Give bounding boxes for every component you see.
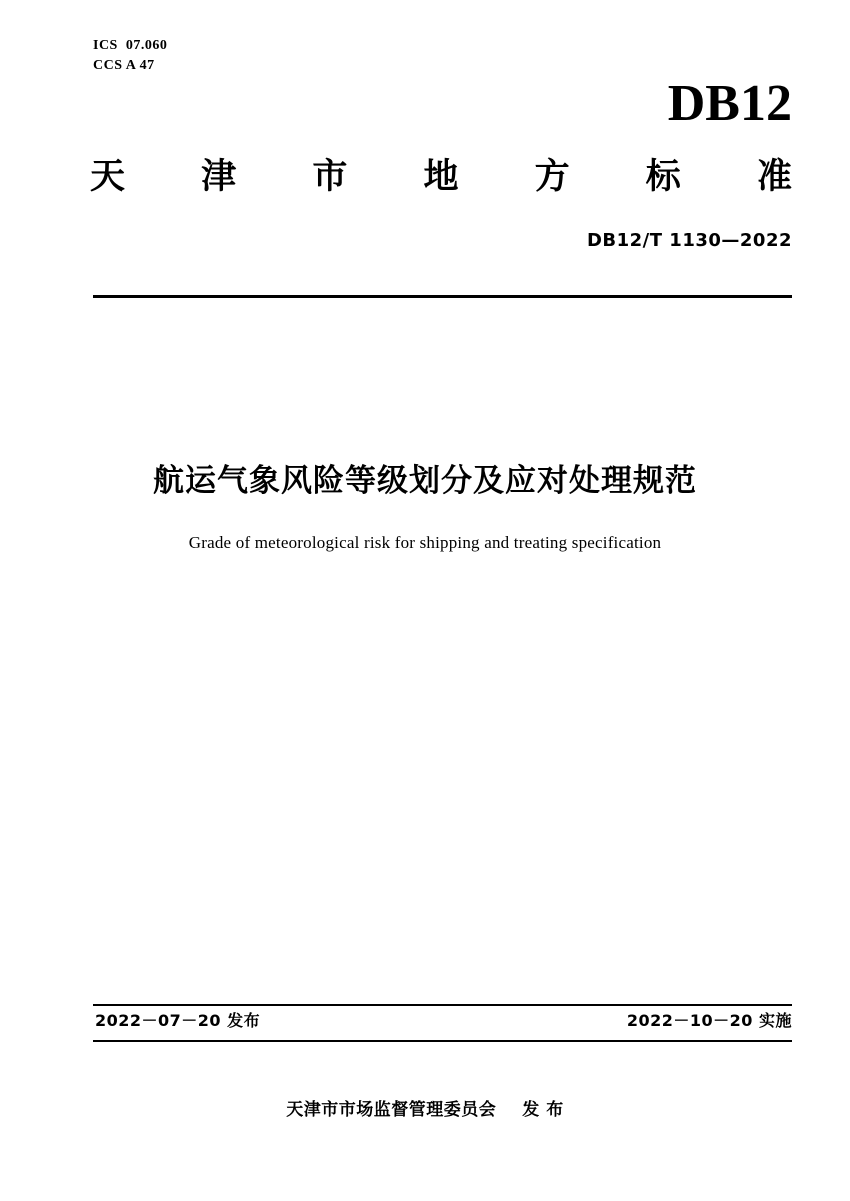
- footer-divider-bottom: [93, 1040, 792, 1042]
- standard-type-heading: [90, 155, 792, 199]
- document-title-english: Grade of meteorological risk for shipping and treating specification: [188, 533, 662, 552]
- standard-type-char-5: 标: [645, 157, 681, 197]
- header-divider: [93, 295, 792, 298]
- standard-type-char-4: 方: [534, 157, 570, 197]
- standard-type-char-1: 津: [201, 157, 237, 197]
- issuer-action: 发 布: [522, 1100, 564, 1120]
- standard-number: DB12/T 1130—2022: [586, 230, 792, 251]
- footer-dates: [95, 1008, 792, 1031]
- ics-code: ICS 07.060: [93, 38, 168, 53]
- footer-divider-top: [93, 1004, 792, 1006]
- standard-type-char-3: 地: [423, 157, 459, 197]
- standard-type-char-0: 天: [90, 157, 126, 197]
- effective-date: 2022－10－20 实施: [626, 1011, 792, 1030]
- standard-type-char-6: 准: [756, 157, 792, 197]
- issuer-name: 天津市市场监督管理委员会: [286, 1100, 497, 1120]
- classification-codes: [93, 36, 167, 76]
- document-title-chinese: 航运气象风险等级划分及应对处理规范: [153, 463, 697, 499]
- standard-type-char-2: 市: [312, 157, 348, 197]
- issuing-authority: [0, 1095, 850, 1120]
- db12-logo: DB12: [667, 75, 792, 132]
- ccs-code: CCS A 47: [93, 58, 155, 73]
- issue-date: 2022－07－20 发布: [95, 1011, 261, 1030]
